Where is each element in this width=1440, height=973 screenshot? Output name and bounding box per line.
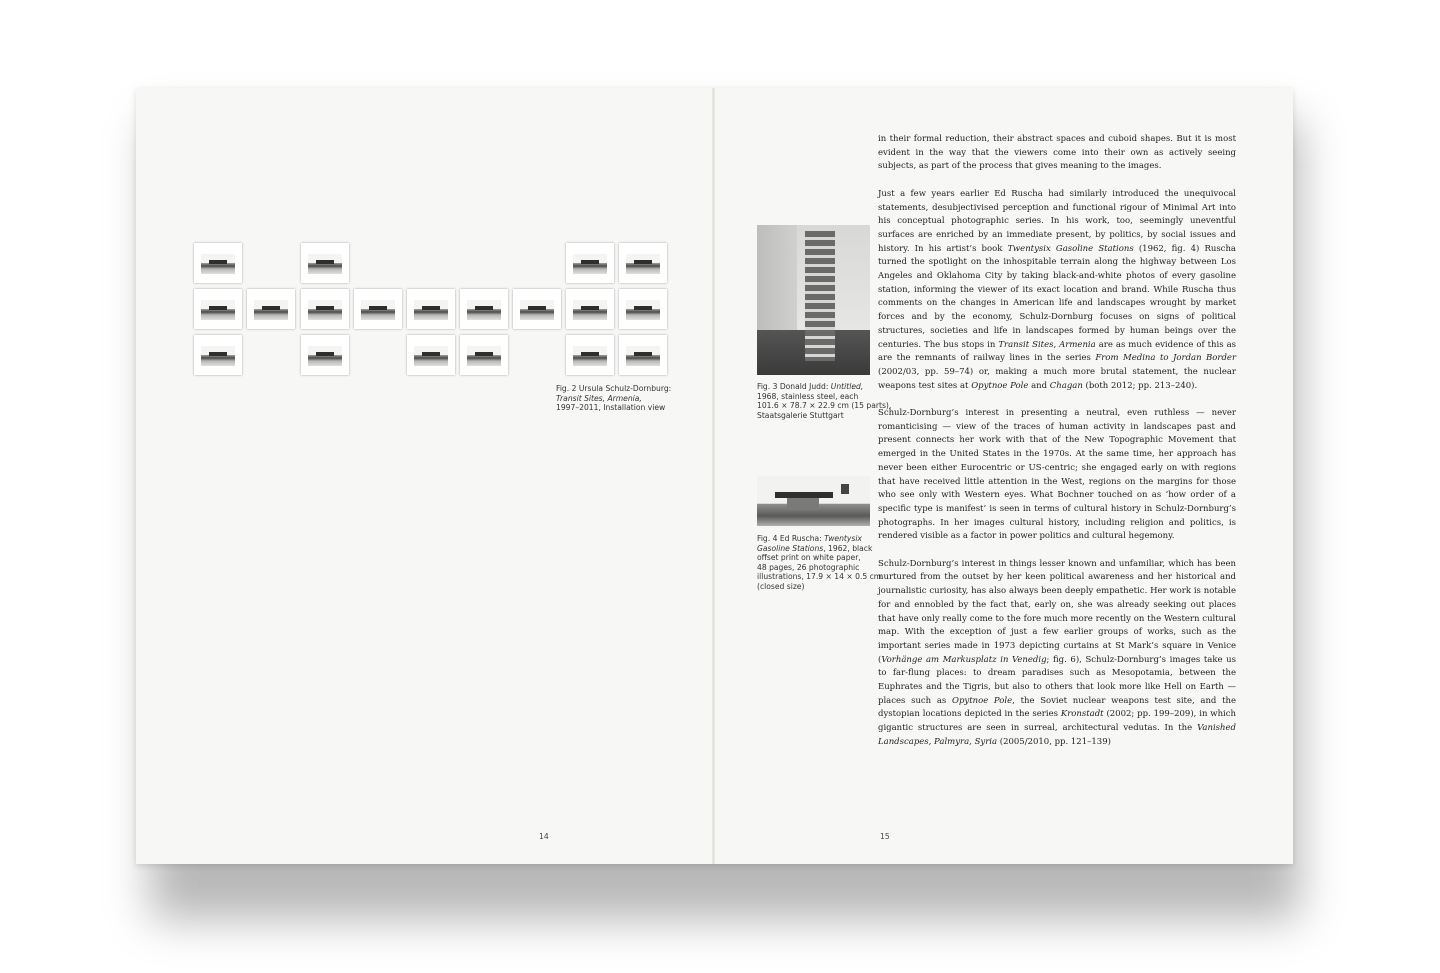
- station-building: [787, 498, 819, 510]
- gallery-wall: [757, 225, 797, 330]
- caption-title: Untitled,: [830, 382, 864, 391]
- fig4-image: [757, 476, 870, 526]
- installation-photo: [194, 335, 242, 375]
- caption-line: [757, 382, 891, 392]
- caption-line: Fig. 2 Ursula Schulz-Dornburg:: [556, 384, 672, 393]
- italic-title: Opytnoe Pole: [951, 695, 1013, 706]
- italic-title: Vorhänge am Markusplatz in Venedig: [881, 654, 1047, 665]
- stack-sculpture: [805, 231, 835, 361]
- caption-title: Twentysix: [824, 534, 862, 543]
- body-paragraph: [878, 407, 1236, 544]
- body-paragraph: [878, 133, 1236, 174]
- caption-line: illustrations, 17.9 × 14 × 0.5 cm: [757, 572, 882, 582]
- book-gutter: [712, 88, 715, 864]
- italic-title: Transit Sites, Armenia: [998, 339, 1096, 350]
- essay-body: [878, 133, 1236, 763]
- installation-photo: [566, 243, 614, 283]
- book-spread: [136, 88, 1293, 864]
- installation-photo: [301, 335, 349, 375]
- caption-prefix: Fig. 4 Ed Ruscha:: [757, 534, 825, 543]
- caption-prefix: Fig. 3 Donald Judd:: [757, 382, 831, 391]
- text-run: Just a few years earlier Ed Ruscha had similarly introduced the unequivocal statements, desubjectivised perception and functional rigour of Minimal Art into his conceptual photographic series. In his work, too, seemingly uneventful surfaces are enriched by an immediate present, by politics, by social issues and history. In his artist’s book: [878, 188, 1236, 254]
- body-paragraph: [878, 558, 1236, 750]
- caption-line: [757, 534, 881, 544]
- installation-photo: [513, 289, 561, 329]
- installation-photo: [566, 289, 614, 329]
- caption-line: 48 pages, 26 photographic: [757, 562, 860, 572]
- caption-line: (closed size): [757, 581, 805, 591]
- installation-photo: [301, 289, 349, 329]
- text-run: (1962, fig. 4) Ruscha turned the spotlight on the inhospitable terrain along the highway between Los Angeles and Oklahoma City by taking black-and-white photos of every gasoline station, informing the viewer of its exact location and brand. While Ruscha thus comments on the changes in American life and landscapes wrought by market forces and by the economy, Schulz-Dornburg focuses on signs of political structures, societies and life in landscapes formed by human beings over the centuries. The bus stops in: [878, 243, 1236, 350]
- caption-line: [757, 544, 881, 554]
- text-run: and: [1028, 380, 1050, 391]
- fig2-caption: [556, 384, 671, 413]
- italic-title: Kronstadt: [1060, 709, 1104, 720]
- text-run: , the Soviet nuclear weapons test site, and the dystopian locations depicted in the series: [878, 695, 1236, 720]
- text-run: ; fig. 6), Schulz-Dornburg’s images take us to far-flung places: to dream paradises such as Mesopotamia, between the Euphrates and the Tigris, but also to others that look more like Hell on Earth — places such as: [878, 654, 1236, 706]
- installation-photo: [301, 243, 349, 283]
- fig3-image: [757, 225, 870, 375]
- installation-photo: [194, 243, 242, 283]
- page-number-right: 15: [880, 832, 890, 841]
- text-run: Schulz-Dornburg’s interest in presenting a neutral, even ruthless — never romanticising — view of the traces of human activity in landscapes past and present connects her work with that of the New Topographic Movement that emerged in the United States in the 1970s. At the same time, her approach has never been either Eurocentric or US-centric; she engaged early on with regions that have received little attention in the West, regions on the margins for those who see only with Western eyes. What Bochner touched on as ‘how order of a specific type is manifest’ is seen in terms of cultural history in Schulz-Dornburg’s photographs. In her images cultural history, including religion and politics, is rendered visible as a factor in power politics and cultural hegemony.: [878, 408, 1236, 542]
- caption-title: Transit Sites, Armenia,: [556, 393, 642, 403]
- station-sign: [841, 484, 849, 494]
- caption-line: [556, 394, 671, 404]
- text-run: are as much evidence of this as are the remnants of railway lines in the series: [878, 339, 1237, 364]
- text-run: (2002; pp. 199–209), in which gigantic structures are seen in surreal, architectural vedutas. In the: [878, 709, 1236, 734]
- installation-photo: [194, 289, 242, 329]
- italic-title: Vanished Landscapes, Palmyra, Syria: [878, 723, 1236, 747]
- text-run: in their formal reduction, their abstract spaces and cuboid shapes. But it is most evident in the way that the viewers come into their own as actively seeing subjects, as part of the process that gives meaning to the images.: [878, 134, 1236, 172]
- body-paragraph: [878, 188, 1236, 394]
- installation-photo: [619, 335, 667, 375]
- installation-photo: [407, 289, 455, 329]
- italic-title: Chagan: [1049, 380, 1083, 391]
- caption-line: 1997–2011, Installation view: [556, 403, 666, 413]
- caption-line: 101.6 × 78.7 × 22.9 cm (15 parts),: [757, 401, 892, 411]
- text-run: (2005/2010, pp. 121–139): [997, 736, 1111, 747]
- text-run: (2002/03, pp. 59–74) or, making a much more brutal statement, the nuclear weapons test sites at: [878, 366, 1236, 391]
- page-number-left: 14: [539, 832, 549, 841]
- caption-line: Staatsgalerie Stuttgart: [757, 410, 844, 420]
- installation-photo: [619, 289, 667, 329]
- installation-photo: [619, 243, 667, 283]
- text-run: (both 2012; pp. 213–240).: [1082, 380, 1198, 391]
- installation-photo: [460, 335, 508, 375]
- caption-title: Gasoline Stations: [757, 543, 824, 553]
- italic-title: Twentysix Gasoline Stations: [1007, 243, 1134, 254]
- italic-title: Opytnoe Pole: [971, 380, 1029, 391]
- installation-photo: [460, 289, 508, 329]
- caption-line: offset print on white paper,: [757, 553, 861, 563]
- installation-photo: [247, 289, 295, 329]
- installation-photo: [407, 335, 455, 375]
- text-run: Schulz-Dornburg’s interest in things lesser known and unfamiliar, which has been nurtured from the outset by her keen political awareness and her historical and journalistic curiosity, has also always been deeply empathetic. Her work is notable for and ennobled by the fact that, early on, she was already seeking out places that have only really come to the fore much more recently on the Western cultural map. With the exception of just a few earlier groups of works, such as the important series made in 1973 depicting curtains at St Mark’s square in Venice (: [878, 558, 1236, 665]
- installation-photo: [354, 289, 402, 329]
- installation-photo: [566, 335, 614, 375]
- fig4-caption: [757, 534, 881, 592]
- caption-text: , 1962, black: [823, 543, 873, 553]
- caption-line: 1968, stainless steel, each: [757, 391, 859, 401]
- italic-title: From Medina to Jordan Border: [1095, 353, 1237, 364]
- fig3-caption: [757, 382, 891, 420]
